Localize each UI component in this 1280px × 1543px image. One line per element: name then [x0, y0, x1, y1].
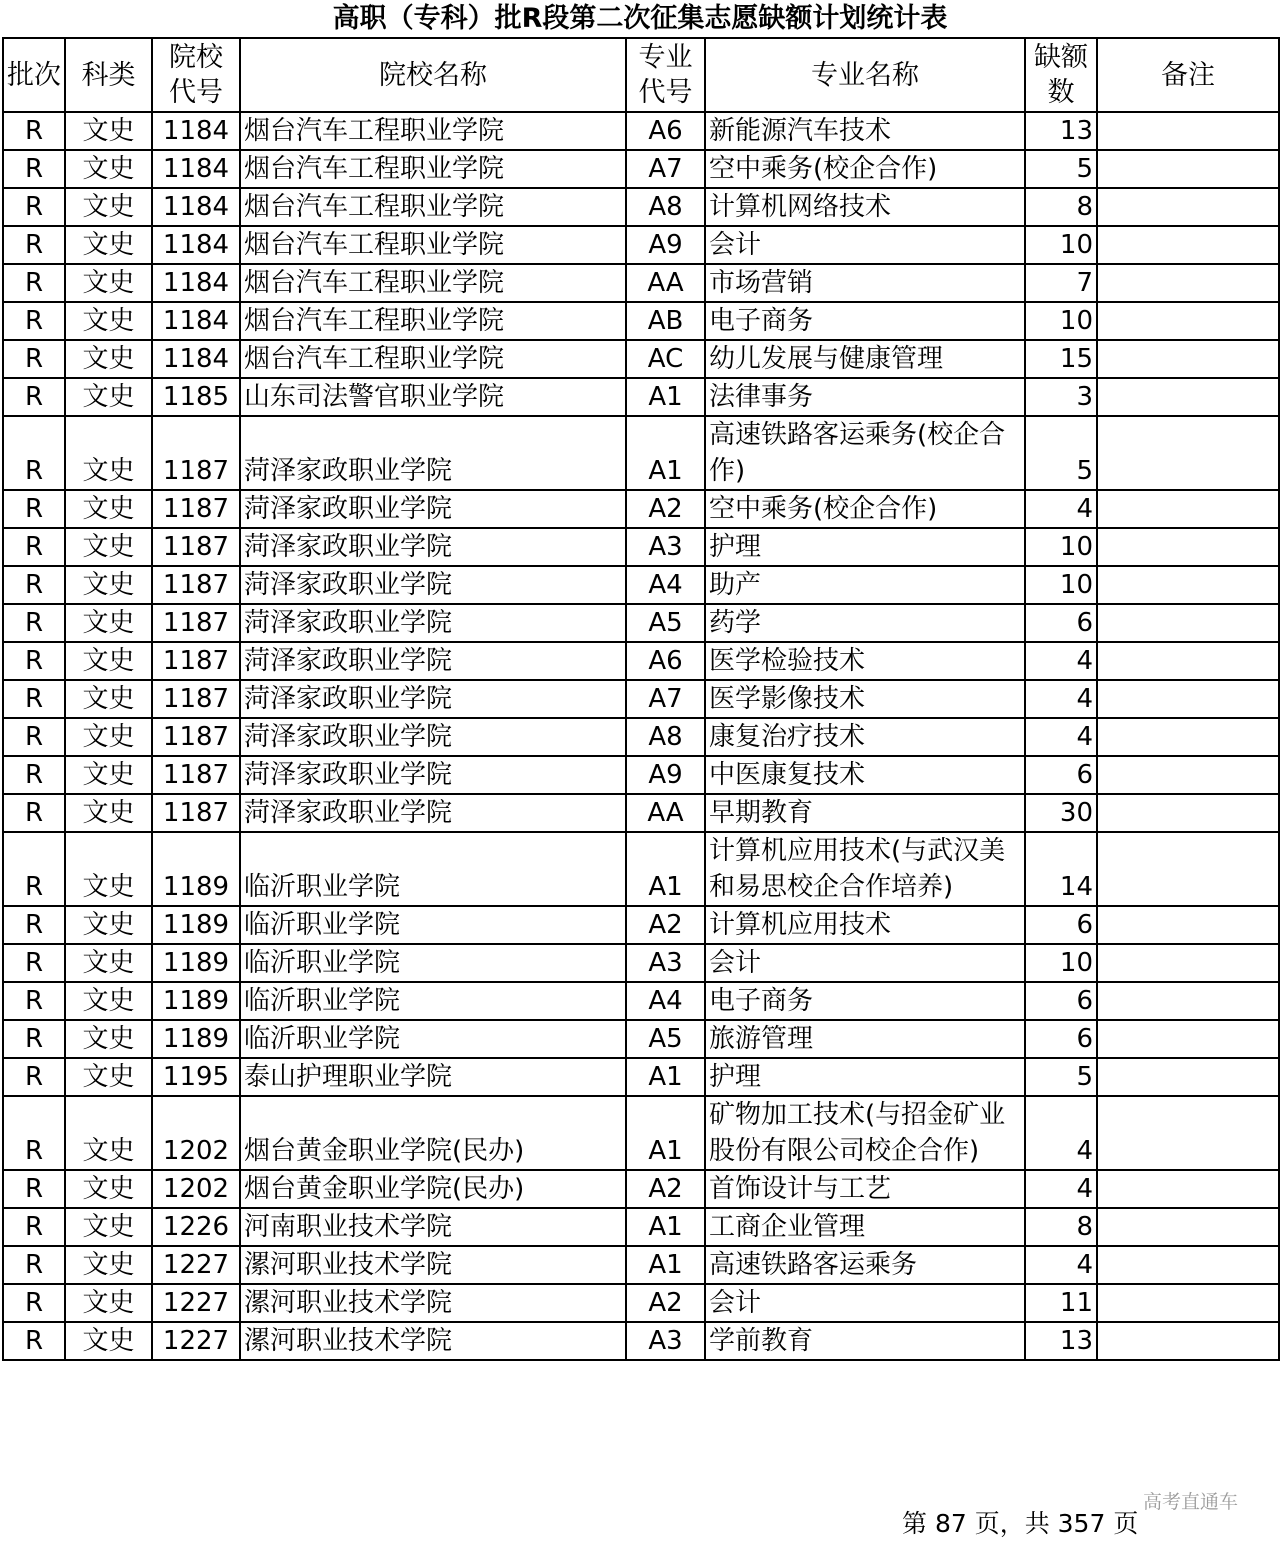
major-name-cell: 新能源汽车技术 — [705, 112, 1025, 150]
school-name-cell: 菏泽家政职业学院 — [240, 604, 626, 642]
batch-cell: R — [3, 264, 65, 302]
header-category: 科类 — [65, 38, 152, 112]
school-name-cell: 临沂职业学院 — [240, 832, 626, 906]
school-name-cell: 烟台汽车工程职业学院 — [240, 150, 626, 188]
batch-cell: R — [3, 528, 65, 566]
table-row — [3, 490, 1279, 528]
remarks-cell — [1097, 302, 1279, 340]
vacancy-count-cell: 11 — [1025, 1284, 1097, 1322]
school-name-cell: 菏泽家政职业学院 — [240, 718, 626, 756]
table-row — [3, 416, 1279, 490]
remarks-cell — [1097, 226, 1279, 264]
category-cell: 文史 — [65, 1058, 152, 1096]
vacancy-count-cell: 6 — [1025, 756, 1097, 794]
remarks-cell — [1097, 1096, 1279, 1170]
batch-cell: R — [3, 1322, 65, 1360]
category-cell: 文史 — [65, 112, 152, 150]
school-name-cell: 漯河职业技术学院 — [240, 1322, 626, 1360]
school-code-cell: 1187 — [152, 604, 240, 642]
vacancy-count-cell: 3 — [1025, 378, 1097, 416]
batch-cell: R — [3, 112, 65, 150]
table-row — [3, 528, 1279, 566]
major-name-cell: 工商企业管理 — [705, 1208, 1025, 1246]
major-code-cell: A1 — [626, 1058, 705, 1096]
table-row — [3, 604, 1279, 642]
school-code-cell: 1195 — [152, 1058, 240, 1096]
school-name-cell: 漯河职业技术学院 — [240, 1284, 626, 1322]
major-code-cell: A7 — [626, 150, 705, 188]
school-code-cell: 1184 — [152, 302, 240, 340]
major-code-cell: A3 — [626, 528, 705, 566]
major-name-cell: 高速铁路客运乘务(校企合作) — [705, 416, 1025, 490]
category-cell: 文史 — [65, 680, 152, 718]
vacancy-count-cell: 4 — [1025, 642, 1097, 680]
major-code-cell: A2 — [626, 906, 705, 944]
school-name-cell: 菏泽家政职业学院 — [240, 642, 626, 680]
category-cell: 文史 — [65, 1170, 152, 1208]
school-name-cell: 烟台汽车工程职业学院 — [240, 340, 626, 378]
batch-cell: R — [3, 1058, 65, 1096]
major-name-cell: 市场营销 — [705, 264, 1025, 302]
remarks-cell — [1097, 378, 1279, 416]
remarks-cell — [1097, 1020, 1279, 1058]
category-cell: 文史 — [65, 264, 152, 302]
remarks-cell — [1097, 794, 1279, 832]
table-row — [3, 794, 1279, 832]
remarks-cell — [1097, 264, 1279, 302]
major-name-cell: 助产 — [705, 566, 1025, 604]
batch-cell: R — [3, 1284, 65, 1322]
major-code-cell: A6 — [626, 642, 705, 680]
category-cell: 文史 — [65, 1096, 152, 1170]
school-name-cell: 烟台黄金职业学院(民办) — [240, 1096, 626, 1170]
vacancy-count-cell: 7 — [1025, 264, 1097, 302]
table-row — [3, 944, 1279, 982]
school-code-cell: 1227 — [152, 1284, 240, 1322]
vacancy-count-cell: 6 — [1025, 982, 1097, 1020]
category-cell: 文史 — [65, 378, 152, 416]
school-code-cell: 1187 — [152, 794, 240, 832]
school-code-cell: 1187 — [152, 718, 240, 756]
category-cell: 文史 — [65, 604, 152, 642]
remarks-cell — [1097, 340, 1279, 378]
major-code-cell: AA — [626, 794, 705, 832]
batch-cell: R — [3, 490, 65, 528]
vacancy-count-cell: 4 — [1025, 1170, 1097, 1208]
remarks-cell — [1097, 756, 1279, 794]
major-name-cell: 学前教育 — [705, 1322, 1025, 1360]
header-major-code: 专业代号 — [626, 38, 705, 112]
batch-cell: R — [3, 1020, 65, 1058]
category-cell: 文史 — [65, 794, 152, 832]
category-cell: 文史 — [65, 226, 152, 264]
vacancy-count-cell: 5 — [1025, 150, 1097, 188]
header-batch: 批次 — [3, 38, 65, 112]
remarks-cell — [1097, 982, 1279, 1020]
watermark: 高考直通车 — [1143, 1491, 1239, 1513]
remarks-cell — [1097, 642, 1279, 680]
school-code-cell: 1187 — [152, 416, 240, 490]
table-row — [3, 150, 1279, 188]
remarks-cell — [1097, 416, 1279, 490]
table-row — [3, 340, 1279, 378]
major-name-cell: 首饰设计与工艺 — [705, 1170, 1025, 1208]
school-code-cell: 1184 — [152, 226, 240, 264]
school-name-cell: 烟台汽车工程职业学院 — [240, 112, 626, 150]
vacancy-count-cell: 5 — [1025, 416, 1097, 490]
vacancy-count-cell: 10 — [1025, 528, 1097, 566]
school-name-cell: 临沂职业学院 — [240, 1020, 626, 1058]
remarks-cell — [1097, 112, 1279, 150]
school-code-cell: 1189 — [152, 906, 240, 944]
school-code-cell: 1202 — [152, 1170, 240, 1208]
page-number: 第 87 页，共 357 页 — [902, 1509, 1139, 1538]
major-name-cell: 空中乘务(校企合作) — [705, 490, 1025, 528]
vacancy-count-cell: 4 — [1025, 1246, 1097, 1284]
vacancy-count-cell: 5 — [1025, 1058, 1097, 1096]
school-name-cell: 菏泽家政职业学院 — [240, 680, 626, 718]
remarks-cell — [1097, 528, 1279, 566]
table-row — [3, 1020, 1279, 1058]
major-code-cell: A4 — [626, 982, 705, 1020]
school-code-cell: 1184 — [152, 112, 240, 150]
table-row — [3, 1096, 1279, 1170]
batch-cell: R — [3, 1208, 65, 1246]
major-name-cell: 幼儿发展与健康管理 — [705, 340, 1025, 378]
category-cell: 文史 — [65, 832, 152, 906]
category-cell: 文史 — [65, 416, 152, 490]
school-code-cell: 1226 — [152, 1208, 240, 1246]
school-name-cell: 菏泽家政职业学院 — [240, 490, 626, 528]
remarks-cell — [1097, 188, 1279, 226]
vacancy-count-cell: 13 — [1025, 1322, 1097, 1360]
school-name-cell: 临沂职业学院 — [240, 944, 626, 982]
major-name-cell: 高速铁路客运乘务 — [705, 1246, 1025, 1284]
batch-cell: R — [3, 150, 65, 188]
vacancy-count-cell: 8 — [1025, 1208, 1097, 1246]
category-cell: 文史 — [65, 944, 152, 982]
remarks-cell — [1097, 906, 1279, 944]
school-name-cell: 烟台汽车工程职业学院 — [240, 302, 626, 340]
major-code-cell: A9 — [626, 756, 705, 794]
category-cell: 文史 — [65, 340, 152, 378]
remarks-cell — [1097, 1246, 1279, 1284]
table-row — [3, 302, 1279, 340]
header-remarks: 备注 — [1097, 38, 1279, 112]
table-row — [3, 1284, 1279, 1322]
category-cell: 文史 — [65, 982, 152, 1020]
table-row — [3, 718, 1279, 756]
batch-cell: R — [3, 982, 65, 1020]
batch-cell: R — [3, 188, 65, 226]
school-code-cell: 1187 — [152, 642, 240, 680]
page-title: 高职（专科）批R段第二次征集志愿缺额计划统计表 — [332, 3, 948, 34]
school-name-cell: 烟台汽车工程职业学院 — [240, 226, 626, 264]
major-name-cell: 会计 — [705, 944, 1025, 982]
table-row — [3, 264, 1279, 302]
school-name-cell: 烟台黄金职业学院(民办) — [240, 1170, 626, 1208]
remarks-cell — [1097, 490, 1279, 528]
category-cell: 文史 — [65, 1322, 152, 1360]
category-cell: 文史 — [65, 642, 152, 680]
batch-cell: R — [3, 906, 65, 944]
school-code-cell: 1185 — [152, 378, 240, 416]
vacancy-count-cell: 4 — [1025, 718, 1097, 756]
major-name-cell: 矿物加工技术(与招金矿业股份有限公司校企合作) — [705, 1096, 1025, 1170]
major-code-cell: A2 — [626, 490, 705, 528]
remarks-cell — [1097, 680, 1279, 718]
school-code-cell: 1184 — [152, 150, 240, 188]
remarks-cell — [1097, 832, 1279, 906]
table-row — [3, 756, 1279, 794]
table-row — [3, 1058, 1279, 1096]
major-code-cell: A1 — [626, 416, 705, 490]
batch-cell: R — [3, 680, 65, 718]
major-code-cell: A8 — [626, 718, 705, 756]
category-cell: 文史 — [65, 1020, 152, 1058]
major-code-cell: A2 — [626, 1284, 705, 1322]
vacancy-count-cell: 4 — [1025, 490, 1097, 528]
school-code-cell: 1184 — [152, 264, 240, 302]
category-cell: 文史 — [65, 150, 152, 188]
vacancy-count-cell: 14 — [1025, 832, 1097, 906]
batch-cell: R — [3, 604, 65, 642]
school-code-cell: 1189 — [152, 944, 240, 982]
batch-cell: R — [3, 1096, 65, 1170]
school-code-cell: 1189 — [152, 1020, 240, 1058]
batch-cell: R — [3, 832, 65, 906]
table-row — [3, 112, 1279, 150]
major-name-cell: 会计 — [705, 226, 1025, 264]
major-name-cell: 护理 — [705, 528, 1025, 566]
vacancy-count-cell: 10 — [1025, 566, 1097, 604]
school-code-cell: 1202 — [152, 1096, 240, 1170]
major-name-cell: 空中乘务(校企合作) — [705, 150, 1025, 188]
major-code-cell: A1 — [626, 1246, 705, 1284]
major-name-cell: 早期教育 — [705, 794, 1025, 832]
vacancy-count-cell: 6 — [1025, 604, 1097, 642]
category-cell: 文史 — [65, 490, 152, 528]
batch-cell: R — [3, 1170, 65, 1208]
vacancy-count-cell: 10 — [1025, 226, 1097, 264]
vacancy-count-cell: 6 — [1025, 1020, 1097, 1058]
major-code-cell: AA — [626, 264, 705, 302]
batch-cell: R — [3, 718, 65, 756]
school-code-cell: 1189 — [152, 832, 240, 906]
table-row — [3, 906, 1279, 944]
school-name-cell: 菏泽家政职业学院 — [240, 416, 626, 490]
category-cell: 文史 — [65, 1246, 152, 1284]
table-row — [3, 1246, 1279, 1284]
batch-cell: R — [3, 302, 65, 340]
vacancy-count-cell: 8 — [1025, 188, 1097, 226]
school-code-cell: 1187 — [152, 756, 240, 794]
school-name-cell: 漯河职业技术学院 — [240, 1246, 626, 1284]
category-cell: 文史 — [65, 566, 152, 604]
major-code-cell: A5 — [626, 1020, 705, 1058]
batch-cell: R — [3, 1246, 65, 1284]
category-cell: 文史 — [65, 718, 152, 756]
vacancy-count-cell: 4 — [1025, 1096, 1097, 1170]
major-name-cell: 会计 — [705, 1284, 1025, 1322]
category-cell: 文史 — [65, 528, 152, 566]
table-row — [3, 226, 1279, 264]
remarks-cell — [1097, 150, 1279, 188]
category-cell: 文史 — [65, 188, 152, 226]
major-name-cell: 电子商务 — [705, 302, 1025, 340]
remarks-cell — [1097, 1284, 1279, 1322]
school-code-cell: 1227 — [152, 1246, 240, 1284]
batch-cell: R — [3, 226, 65, 264]
major-name-cell: 电子商务 — [705, 982, 1025, 1020]
vacancy-count-cell: 6 — [1025, 906, 1097, 944]
major-code-cell: A9 — [626, 226, 705, 264]
vacancy-count-cell: 15 — [1025, 340, 1097, 378]
header-vacancy-count: 缺额数 — [1025, 38, 1097, 112]
major-code-cell: A3 — [626, 1322, 705, 1360]
vacancy-count-cell: 10 — [1025, 944, 1097, 982]
major-code-cell: A6 — [626, 112, 705, 150]
header-school-name: 院校名称 — [240, 38, 626, 112]
table-row — [3, 1170, 1279, 1208]
major-code-cell: A7 — [626, 680, 705, 718]
major-name-cell: 医学影像技术 — [705, 680, 1025, 718]
vacancy-count-cell: 10 — [1025, 302, 1097, 340]
table-row — [3, 832, 1279, 906]
major-name-cell: 法律事务 — [705, 378, 1025, 416]
category-cell: 文史 — [65, 1208, 152, 1246]
remarks-cell — [1097, 718, 1279, 756]
school-code-cell: 1187 — [152, 490, 240, 528]
major-code-cell: A8 — [626, 188, 705, 226]
major-name-cell: 药学 — [705, 604, 1025, 642]
school-name-cell: 菏泽家政职业学院 — [240, 794, 626, 832]
batch-cell: R — [3, 416, 65, 490]
remarks-cell — [1097, 1208, 1279, 1246]
major-code-cell: AB — [626, 302, 705, 340]
batch-cell: R — [3, 642, 65, 680]
major-name-cell: 旅游管理 — [705, 1020, 1025, 1058]
major-name-cell: 计算机应用技术 — [705, 906, 1025, 944]
school-name-cell: 菏泽家政职业学院 — [240, 566, 626, 604]
remarks-cell — [1097, 604, 1279, 642]
major-code-cell: A4 — [626, 566, 705, 604]
table-body — [3, 112, 1279, 1360]
major-code-cell: A5 — [626, 604, 705, 642]
major-code-cell: A2 — [626, 1170, 705, 1208]
batch-cell: R — [3, 794, 65, 832]
school-name-cell: 临沂职业学院 — [240, 982, 626, 1020]
major-name-cell: 计算机网络技术 — [705, 188, 1025, 226]
batch-cell: R — [3, 756, 65, 794]
batch-cell: R — [3, 566, 65, 604]
school-name-cell: 临沂职业学院 — [240, 906, 626, 944]
major-code-cell: A1 — [626, 1208, 705, 1246]
major-code-cell: A1 — [626, 1096, 705, 1170]
major-name-cell: 中医康复技术 — [705, 756, 1025, 794]
category-cell: 文史 — [65, 906, 152, 944]
school-name-cell: 菏泽家政职业学院 — [240, 756, 626, 794]
major-code-cell: AC — [626, 340, 705, 378]
remarks-cell — [1097, 566, 1279, 604]
remarks-cell — [1097, 1170, 1279, 1208]
remarks-cell — [1097, 944, 1279, 982]
header-major-name: 专业名称 — [705, 38, 1025, 112]
batch-cell: R — [3, 378, 65, 416]
batch-cell: R — [3, 340, 65, 378]
school-name-cell: 河南职业技术学院 — [240, 1208, 626, 1246]
category-cell: 文史 — [65, 756, 152, 794]
category-cell: 文史 — [65, 302, 152, 340]
school-code-cell: 1184 — [152, 188, 240, 226]
major-code-cell: A3 — [626, 944, 705, 982]
school-code-cell: 1187 — [152, 680, 240, 718]
school-code-cell: 1227 — [152, 1322, 240, 1360]
table-row — [3, 378, 1279, 416]
school-code-cell: 1189 — [152, 982, 240, 1020]
school-name-cell: 烟台汽车工程职业学院 — [240, 188, 626, 226]
quota-table — [2, 37, 1280, 1361]
school-name-cell: 山东司法警官职业学院 — [240, 378, 626, 416]
major-name-cell: 医学检验技术 — [705, 642, 1025, 680]
table-row — [3, 1322, 1279, 1360]
vacancy-count-cell: 13 — [1025, 112, 1097, 150]
school-code-cell: 1184 — [152, 340, 240, 378]
school-name-cell: 菏泽家政职业学院 — [240, 528, 626, 566]
school-code-cell: 1187 — [152, 528, 240, 566]
major-code-cell: A1 — [626, 378, 705, 416]
school-name-cell: 泰山护理职业学院 — [240, 1058, 626, 1096]
table-header-row — [3, 38, 1279, 112]
major-name-cell: 计算机应用技术(与武汉美和易思校企合作培养) — [705, 832, 1025, 906]
table-row — [3, 982, 1279, 1020]
major-name-cell: 护理 — [705, 1058, 1025, 1096]
batch-cell: R — [3, 944, 65, 982]
major-code-cell: A1 — [626, 832, 705, 906]
table-row — [3, 642, 1279, 680]
school-code-cell: 1187 — [152, 566, 240, 604]
table-row — [3, 566, 1279, 604]
vacancy-count-cell: 4 — [1025, 680, 1097, 718]
category-cell: 文史 — [65, 1284, 152, 1322]
vacancy-count-cell: 30 — [1025, 794, 1097, 832]
table-row — [3, 188, 1279, 226]
table-row — [3, 1208, 1279, 1246]
table-row — [3, 680, 1279, 718]
remarks-cell — [1097, 1058, 1279, 1096]
header-school-code: 院校代号 — [152, 38, 240, 112]
remarks-cell — [1097, 1322, 1279, 1360]
major-name-cell: 康复治疗技术 — [705, 718, 1025, 756]
school-name-cell: 烟台汽车工程职业学院 — [240, 264, 626, 302]
